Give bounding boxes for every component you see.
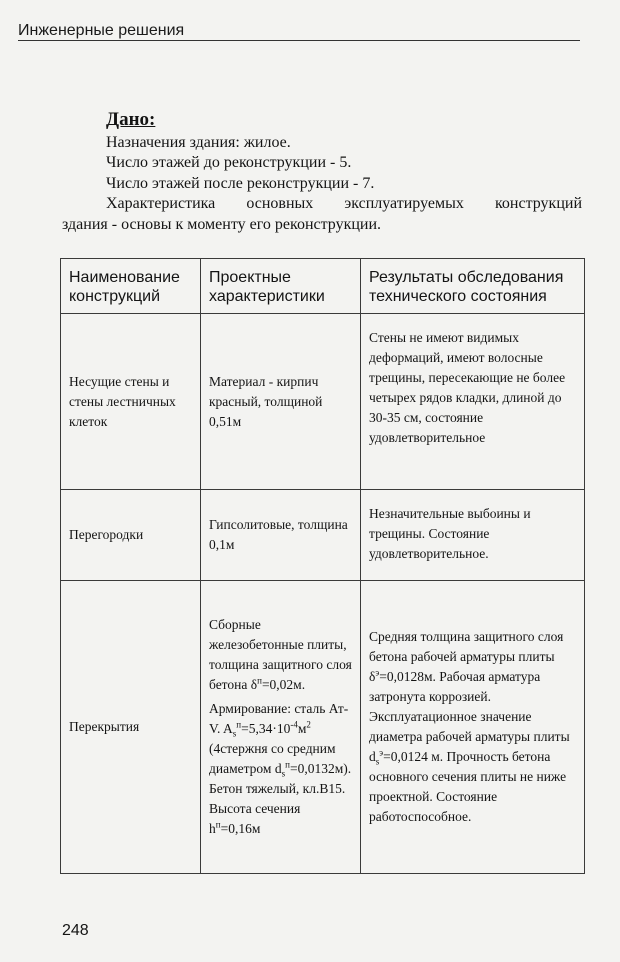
cell-name: Перекрытия bbox=[61, 581, 201, 874]
given-title: Дано: bbox=[106, 109, 156, 130]
sup: п bbox=[236, 719, 242, 730]
sup: п bbox=[215, 819, 221, 830]
sup: -4 bbox=[290, 719, 298, 730]
text: Средняя толщина защитного слоя бетона рабочей арматуры плиты δ bbox=[369, 629, 564, 684]
sup: п bbox=[285, 759, 290, 770]
text: (4стержня со средним диаметром d bbox=[209, 741, 336, 776]
cell-result: Незначительные выбоины и трещины. Состояние удовлетворительное. bbox=[361, 490, 585, 581]
header-design bbox=[201, 259, 361, 314]
header-results-line2: технического состояния bbox=[369, 288, 547, 305]
text: Армирование: сталь Ат-V. A bbox=[209, 701, 349, 736]
given-line-floors-after: Число этажей после реконструкции - 7. bbox=[106, 174, 375, 192]
header-results bbox=[361, 259, 585, 314]
sup: э bbox=[379, 747, 384, 758]
sub: s bbox=[375, 756, 380, 767]
text: =0,0132м). Бетон тяжелый, кл.В15. Высота сечения h bbox=[209, 761, 352, 836]
cell-design: Гипсолитовые, толщина 0,1м bbox=[201, 490, 361, 581]
cell-design bbox=[201, 581, 361, 874]
text: =0,0128м. Рабочая арматура затронута коррозией. Эксплуатационное значение диаметра рабочей арматуры плиты d bbox=[369, 669, 570, 764]
header-name bbox=[61, 259, 201, 314]
sup: 2 bbox=[306, 719, 311, 730]
header-name-line2: конструкций bbox=[69, 288, 160, 305]
sub: s bbox=[232, 728, 237, 739]
given-line-characteristics: Характеристика основных эксплуатируемых конструкций bbox=[106, 195, 582, 212]
text: Сборные железобетонные плиты, толщина защитного слоя бетона δ bbox=[209, 617, 352, 692]
table-row bbox=[61, 490, 585, 581]
cell-name: Перегородки bbox=[61, 490, 201, 581]
header-name-line1: Наименование bbox=[69, 269, 180, 286]
cell-name: Несущие стены и стены лестничных клеток bbox=[61, 314, 201, 490]
running-header: Инженерные решения bbox=[18, 22, 185, 39]
sup: э bbox=[375, 667, 380, 678]
given-line-floors-before: Число этажей до реконструкции - 5. bbox=[106, 154, 352, 171]
given-line-characteristics-cont: здания - основы к моменту его реконструкции. bbox=[62, 215, 382, 233]
text: =0,16м bbox=[220, 821, 261, 836]
cell-result: Стены не имеют видимых деформаций, имеют волосные трещины, пересекающие не более четырех рядов кладки, длиной до 30-35 см, состояние удовлетворительное bbox=[361, 314, 585, 490]
cell-design: Материал - кирпич красный, толщиной 0,51м bbox=[201, 314, 361, 490]
header-design-line1: Проектные bbox=[209, 269, 291, 286]
design-paragraph-1 bbox=[209, 615, 354, 695]
header-results-line1: Результаты обследования bbox=[369, 269, 564, 286]
text: =5,34·10 bbox=[241, 721, 291, 736]
sub: s bbox=[281, 768, 286, 779]
given-line-purpose: Назначения здания: жилое. bbox=[106, 133, 291, 151]
table-row bbox=[61, 581, 585, 874]
page-number: 248 bbox=[62, 922, 89, 939]
header-rule bbox=[18, 40, 580, 41]
given-section bbox=[62, 110, 582, 235]
design-paragraph-2 bbox=[209, 699, 354, 839]
structures-table bbox=[60, 258, 585, 874]
cell-result bbox=[361, 581, 585, 874]
table-row bbox=[61, 314, 585, 490]
text: =0,0124 м. Прочность бетона основного сечения плиты не ниже проектной. Состояние работоспособное. bbox=[369, 749, 567, 824]
text: =0,02м. bbox=[261, 677, 306, 692]
table-header-row bbox=[61, 259, 585, 314]
header-design-line2: характеристики bbox=[209, 288, 325, 305]
text: м bbox=[297, 721, 307, 736]
sup: п bbox=[257, 675, 262, 686]
